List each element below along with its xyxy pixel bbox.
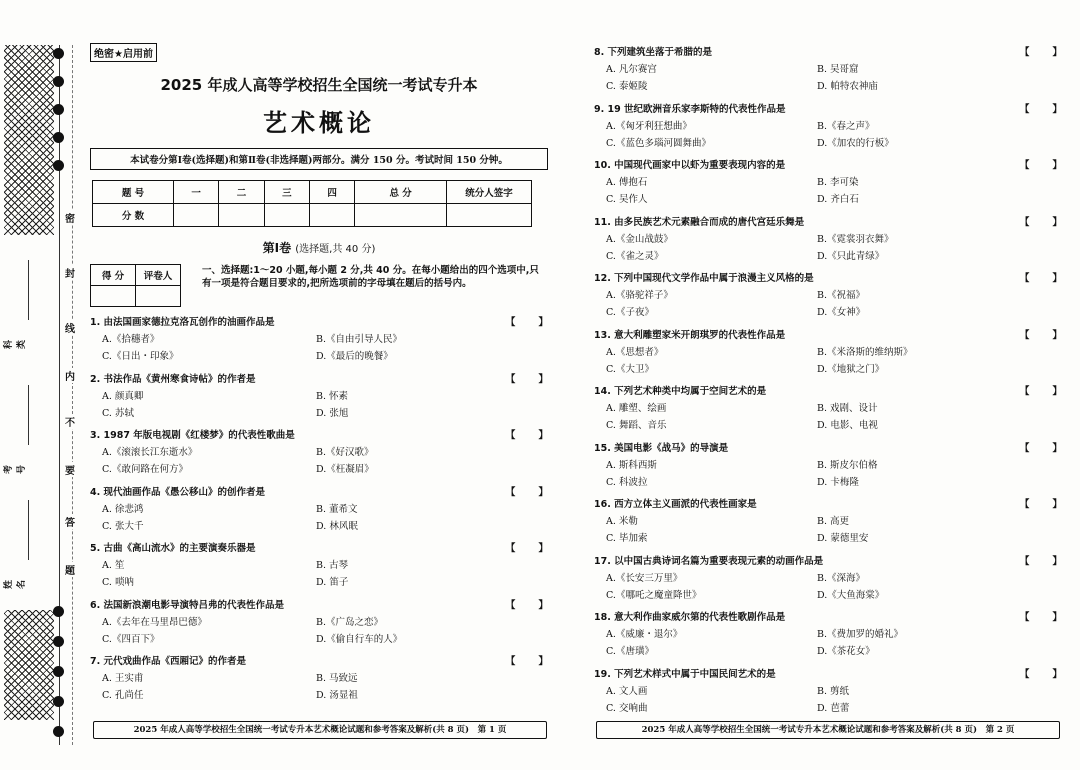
score-cell[interactable] — [219, 204, 264, 227]
seal-char: 要 — [63, 462, 77, 477]
answer-bracket[interactable]: 【 】 — [1019, 216, 1062, 228]
binding-hole-icon — [53, 160, 64, 171]
question-list-left — [90, 314, 548, 710]
score-table — [92, 180, 532, 227]
answer-bracket[interactable]: 【 】 — [1019, 103, 1062, 115]
score-cell[interactable] — [174, 204, 219, 227]
answer-bracket[interactable]: 【 】 — [505, 373, 548, 385]
section-1-instruction: 一、选择题:1～20 小题,每小题 2 分,共 40 分。在每小题给出的四个选项中,只有一项是符合题目要求的,把所选项前的字母填在题后的括号内。 — [202, 265, 539, 289]
answer-bracket[interactable]: 【 】 — [1019, 555, 1062, 567]
seal-char: 不 — [63, 414, 77, 429]
field-line — [28, 500, 29, 560]
question-item: 6. 法国新浪潮电影导演特吕弗的代表性作品是 【 】 A.《去年在马里昂巴德》 B.《广岛之恋》 C.《四百下》 D.《偷自行车的人》 — [90, 597, 548, 654]
seal-char: 题 — [63, 562, 77, 577]
question-item: 9. 19 世纪欧洲音乐家李斯特的代表性作品是 【 】 A.《匈牙利狂想曲》 B.《春之声》 C.《蓝色多瑙河圆舞曲》 D.《加农的行板》 — [594, 101, 1062, 158]
question-item: 10. 中国现代画家中以虾为重要表现内容的是 【 】 A. 傅抱石 B. 李可染 C. 吴作人 D. 齐白石 — [594, 157, 1062, 214]
grader-name-cell[interactable] — [136, 286, 181, 307]
binding-hole-icon — [53, 726, 64, 737]
hatch-pattern-top — [4, 45, 54, 235]
question-item: 15. 美国电影《战马》的导演是 【 】 A. 斯科西斯 B. 斯皮尔伯格 C. 科波拉 D. 卡梅隆 — [594, 440, 1062, 497]
seal-char: 密 — [63, 210, 77, 225]
answer-bracket[interactable]: 【 】 — [1019, 442, 1062, 454]
score-cell[interactable] — [264, 204, 309, 227]
seal-line — [72, 45, 74, 745]
answer-bracket[interactable]: 【 】 — [1019, 386, 1062, 397]
answer-bracket[interactable]: 【 】 — [1019, 329, 1062, 341]
question-item: 5. 古曲《高山流水》的主要演奏乐器是 【 】 A. 笙 B. 古琴 C. 唢呐 D. 笛子 — [90, 540, 548, 597]
seal-char: 封 — [63, 265, 77, 280]
subject-title: 艺术概论 — [263, 109, 375, 137]
answer-bracket[interactable]: 【 】 — [1019, 273, 1062, 284]
binding-hole-icon — [53, 696, 64, 707]
grader-score-cell[interactable] — [91, 286, 136, 307]
hatch-pattern-bottom — [4, 610, 54, 720]
question-item: 1. 由法国画家德拉克洛瓦创作的油画作品是 【 】 A.《拾穗者》 B.《自由引导人民》 C.《日出・印象》 D.《最后的晚餐》 — [90, 314, 548, 371]
question-item: 11. 由多民族艺术元素融合而成的唐代宫廷乐舞是 【 】 A.《金山战鼓》 B.《霓裳羽衣舞》 C.《雀之灵》 D.《只此青绿》 — [594, 214, 1062, 271]
page-2 — [594, 44, 1062, 722]
question-item: 13. 意大利雕塑家米开朗琪罗的代表性作品是 【 】 A.《思想者》 B.《米洛斯的维纳斯》 C.《大卫》 D.《地狱之门》 — [594, 327, 1062, 384]
seal-char: 答 — [63, 514, 77, 529]
binding-margin: 密 封 线 内 不 要 答 题 科类 考号 姓名 — [0, 0, 85, 770]
question-item: 2. 书法作品《黄州寒食诗帖》的作者是 【 】 A. 颜真卿 B. 怀素 C. 苏轼 D. 张旭 — [90, 371, 548, 428]
answer-bracket[interactable]: 【 】 — [505, 317, 548, 328]
answer-bracket[interactable]: 【 】 — [1019, 499, 1062, 510]
answer-bracket[interactable]: 【 】 — [505, 486, 548, 498]
binding-hole-icon — [53, 132, 64, 143]
confidential-badge: 绝密★启用前 — [90, 43, 157, 62]
exam-title: 2025 年成人高等学校招生全国统一考试专升本 — [160, 76, 478, 94]
binding-hole-icon — [53, 666, 64, 677]
answer-bracket[interactable]: 【 】 — [505, 543, 548, 554]
score-cell[interactable] — [309, 204, 354, 227]
answer-bracket[interactable]: 【 】 — [1019, 160, 1062, 171]
answer-bracket[interactable]: 【 】 — [505, 656, 548, 667]
question-item: 19. 下列艺术样式中属于中国民间艺术的是 【 】 A. 文人画 B. 剪纸 C. 交响曲 D. 芭蕾 — [594, 666, 1062, 723]
part-1-title: 第Ⅰ卷 (选择题,共 40 分) — [262, 241, 376, 255]
answer-bracket[interactable]: 【 】 — [1019, 612, 1062, 623]
question-item: 17. 以中国古典诗词名篇为重要表现元素的动画作品是 【 】 A.《长安三万里》 B.《深海》 C.《哪吒之魔童降世》 D.《大鱼海棠》 — [594, 553, 1062, 610]
question-item: 12. 下列中国现代文学作品中属于浪漫主义风格的是 【 】 A.《骆驼祥子》 B.《祝福》 C.《子夜》 D.《女神》 — [594, 270, 1062, 327]
binding-hole-icon — [53, 76, 64, 87]
question-item: 3. 1987 年版电视剧《红楼梦》的代表性歌曲是 【 】 A.《滚滚长江东逝水》 B.《好汉歌》 C.《敢问路在何方》 D.《枉凝眉》 — [90, 427, 548, 484]
answer-bracket[interactable]: 【 】 — [505, 430, 548, 441]
question-item: 7. 元代戏曲作品《西厢记》的作者是 【 】 A. 王实甫 B. 马致远 C. 孔尚任 D. 汤显祖 — [90, 653, 548, 710]
question-item: 8. 下列建筑坐落于希腊的是 【 】 A. 凡尔赛宫 B. 吴哥窟 C. 泰姬陵 D. 帕特农神庙 — [594, 44, 1062, 101]
field-line — [28, 260, 29, 320]
score-table-score-row: 分 数 — [93, 204, 532, 227]
binding-hole-icon — [53, 48, 64, 59]
exam-notice: 本试卷分第Ⅰ卷(选择题)和第Ⅱ卷(非选择题)两部分。满分 150 分。考试时间 150 分钟。 — [90, 148, 548, 170]
page-1 — [90, 42, 548, 710]
seal-char: 线 — [63, 320, 77, 335]
score-cell[interactable] — [447, 204, 532, 227]
binding-hole-icon — [53, 606, 64, 617]
score-cell[interactable] — [355, 204, 447, 227]
binding-hole-icon — [53, 104, 64, 115]
grader-table: 得 分 评卷人 — [90, 264, 181, 307]
answer-bracket[interactable]: 【 】 — [505, 599, 548, 611]
binding-hole-icon — [53, 636, 64, 647]
seal-char: 内 — [63, 368, 77, 383]
section-1-header — [90, 264, 548, 314]
question-item: 4. 现代油画作品《愚公移山》的创作者是 【 】 A. 徐悲鸿 B. 董希文 C. 张大千 D. 林风眠 — [90, 484, 548, 541]
field-line — [28, 385, 29, 445]
question-item: 16. 西方立体主义画派的代表性画家是 【 】 A. 米勒 B. 高更 C. 毕加索 D. 蒙德里安 — [594, 496, 1062, 553]
page-footer-2: 2025 年成人高等学校招生全国统一考试专升本艺术概论试题和参考答案及解析(共 8 页) 第 2 页 — [596, 721, 1060, 739]
question-item: 18. 意大利作曲家威尔第的代表性歌剧作品是 【 】 A.《威廉・退尔》 B.《费加罗的婚礼》 C.《唐璜》 D.《茶花女》 — [594, 609, 1062, 666]
answer-bracket[interactable]: 【 】 — [1019, 668, 1062, 680]
page-footer-1: 2025 年成人高等学校招生全国统一考试专升本艺术概论试题和参考答案及解析(共 8 页) 第 1 页 — [93, 721, 547, 739]
score-table-header-row: 题 号 一 二 三 四 总 分 统分人签字 — [93, 181, 532, 204]
answer-bracket[interactable]: 【 】 — [1019, 47, 1062, 58]
question-item: 14. 下列艺术种类中均属于空间艺术的是 【 】 A. 雕塑、绘画 B. 戏剧、设计 C. 舞蹈、音乐 D. 电影、电视 — [594, 383, 1062, 440]
